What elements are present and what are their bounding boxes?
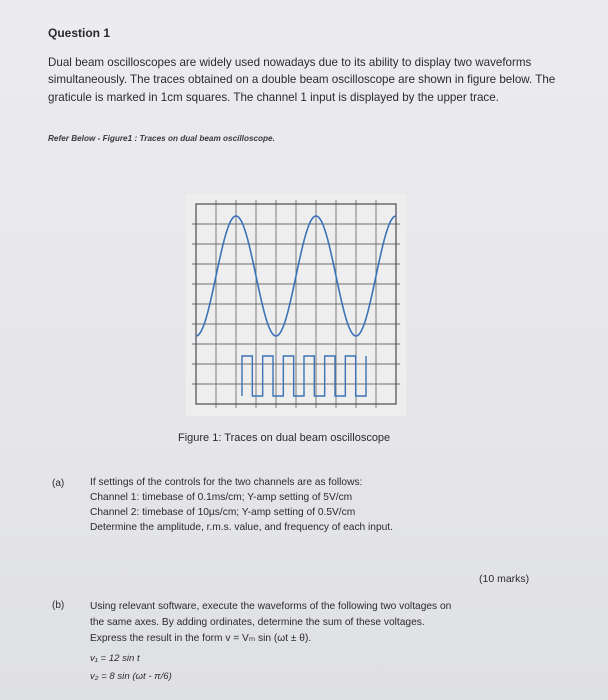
part-b-line: the same axes. By adding ordinates, determine the sum of these voltages. (90, 617, 425, 628)
figure-reference: Refer Below - Figure1 : Traces on dual beam oscilloscope. (48, 134, 275, 143)
part-a-label: (a) (52, 478, 65, 489)
part-a-marks: (10 marks) (479, 573, 530, 585)
figure-caption: Figure 1: Traces on dual beam oscilloscope (178, 432, 391, 444)
part-a-line: Channel 1: timebase of 0.1ms/cm; Y-amp setting of 5V/cm (90, 492, 353, 503)
equation-v1: v₁ = 12 sin t (90, 653, 140, 664)
question-intro: Dual beam oscilloscopes are widely used nowadays due to its ability to display two waveforms simultaneously. The traces obtained on a double beam oscilloscope are shown in figure below. The graticule is marked in 1cm squares. The channel 1 input is displayed by the upper trace. (48, 56, 556, 104)
part-a-line: Channel 2: timebase of 10µs/cm; Y-amp setting of 0.5V/cm (90, 507, 356, 518)
question-title: Question 1 (48, 26, 111, 40)
oscilloscope-figure (186, 194, 406, 416)
part-a-text (90, 475, 590, 535)
part-b-text (90, 599, 590, 647)
part-b-label: (b) (52, 600, 65, 611)
part-a-line: Determine the amplitude, r.m.s. value, and frequency of each input. (90, 522, 393, 533)
part-b-line: Using relevant software, execute the waveforms of the following two voltages on (90, 601, 452, 612)
part-b-line: Express the result in the form v = Vₘ sin (ωt ± θ). (90, 633, 312, 644)
part-a-line: If settings of the controls for the two channels are as follows: (90, 477, 363, 488)
equation-v2: v₂ = 8 sin (ωt - π/6) (90, 671, 172, 682)
